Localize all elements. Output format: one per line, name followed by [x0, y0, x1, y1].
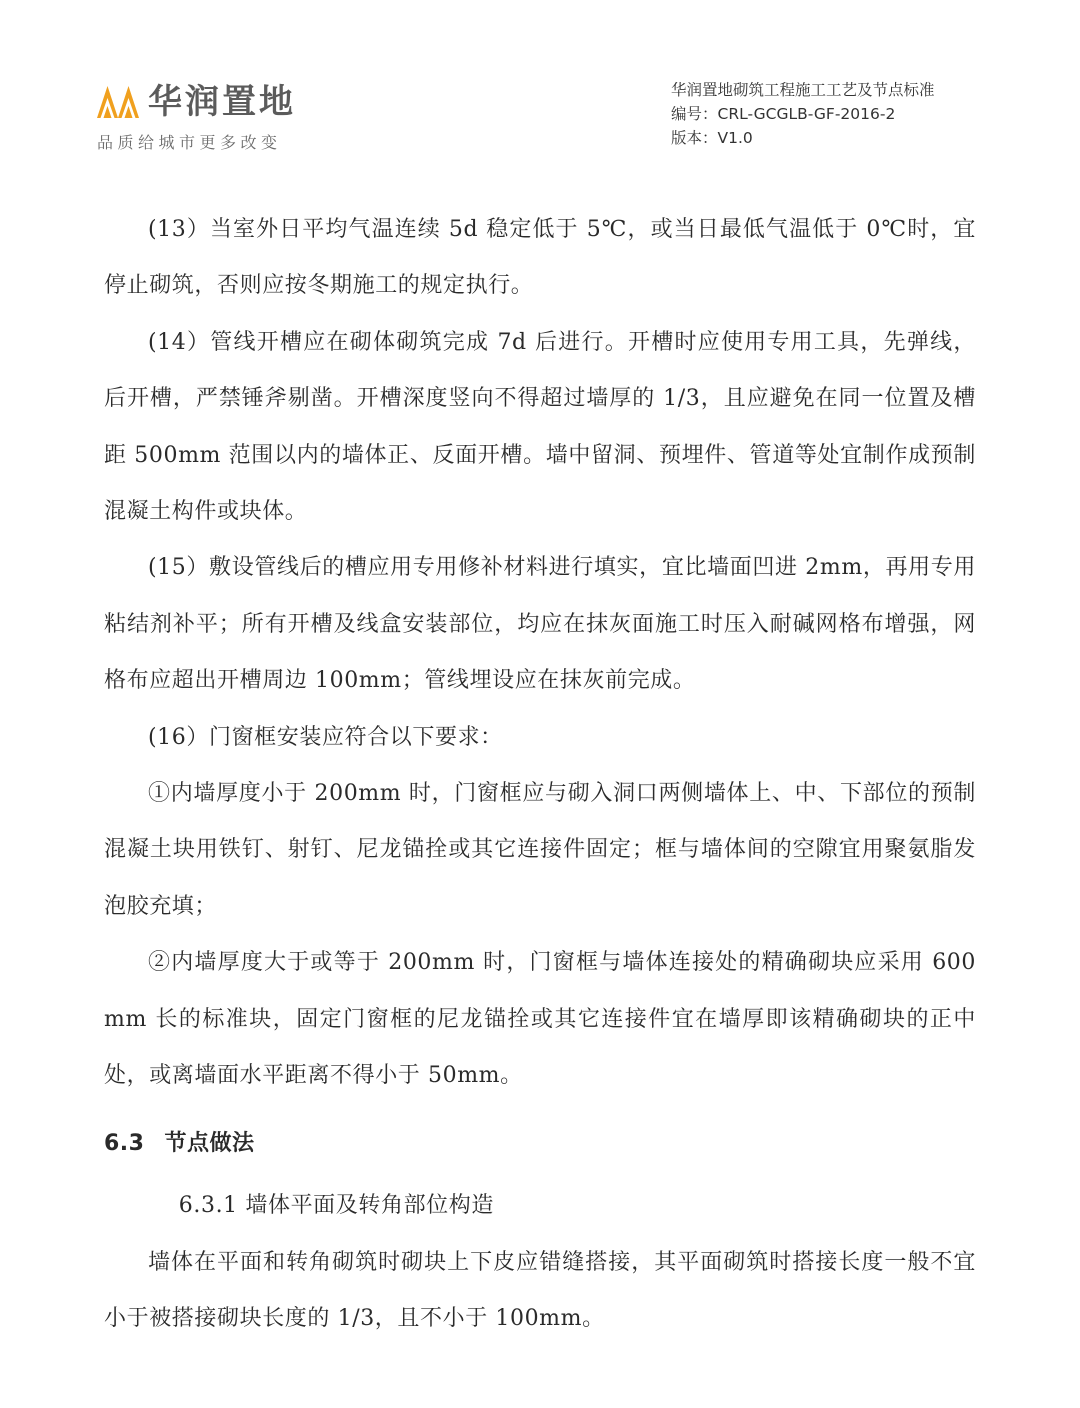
subsection-heading: 6.3.1 墙体平面及转角部位构造	[178, 1192, 494, 1218]
paragraph-wall-corner: 墙体在平面和转角砌筑时砌块上下皮应错缝搭接，其平面砌筑时搭接长度一般不宜小于被搭接砌块长度的 1/3，且不小于 100mm。	[104, 1249, 976, 1331]
paragraph-16-item-2: ②内墙厚度大于或等于 200mm 时，门窗框与墙体连接处的精确砌块应采用 600 mm 长的标准块，固定门窗框的尼龙锚拴或其它连接件宜在墙厚即该精确砌块的正中处，或离墙面水平距离不得小于 50mm。	[104, 950, 976, 1089]
paragraph-15: (15）敷设管线后的槽应用专用修补材料进行填实，宜比墙面凹进 2mm，再用专用粘结剂补平；所有开槽及线盒安装部位，均应在抹灰面施工时压入耐碱网格布增强，网格布应超出开槽周边 100mm；管线埋设应在抹灰前完成。	[104, 555, 976, 694]
document-title: 华润置地砌筑工程施工工艺及节点标准	[671, 81, 935, 99]
paragraph-13: (13）当室外日平均气温连续 5d 稳定低于 5℃，或当日最低气温低于 0℃时，宜停止砌筑，否则应按冬期施工的规定执行。	[104, 217, 976, 299]
document-body	[104, 202, 976, 1347]
company-logo-icon	[97, 86, 139, 120]
section-heading	[104, 1111, 976, 1177]
section-title: 节点做法	[164, 1130, 255, 1156]
document-number: 编号：CRL-GCGLB-GF-2016-2	[671, 105, 896, 123]
paragraph-14: (14）管线开槽应在砌体砌筑完成 7d 后进行。开槽时应使用专用工具，先弹线，后开槽，严禁锤斧剔凿。开槽深度竖向不得超过墙厚的 1/3，且应避免在同一位置及槽距 500mm 范围以内的墙体正、反面开槽。墙中留洞、预埋件、管道等处宜制作成预制混凝土构件或块体。	[104, 329, 976, 525]
paragraph-16-item-1: ①内墙厚度小于 200mm 时，门窗框应与砌入洞口两侧墙体上、中、下部位的预制混凝土块用铁钉、射钉、尼龙锚拴或其它连接件固定；框与墙体间的空隙宜用聚氨脂发泡胶充填；	[104, 781, 976, 919]
company-slogan: 品质给城市更多改变	[97, 133, 282, 152]
document-meta	[671, 78, 935, 150]
document-version: 版本：V1.0	[671, 129, 753, 147]
paragraph-16: (16）门窗框安装应符合以下要求：	[148, 724, 503, 750]
company-name: 华润置地	[148, 82, 296, 122]
section-number: 6.3	[104, 1130, 145, 1156]
